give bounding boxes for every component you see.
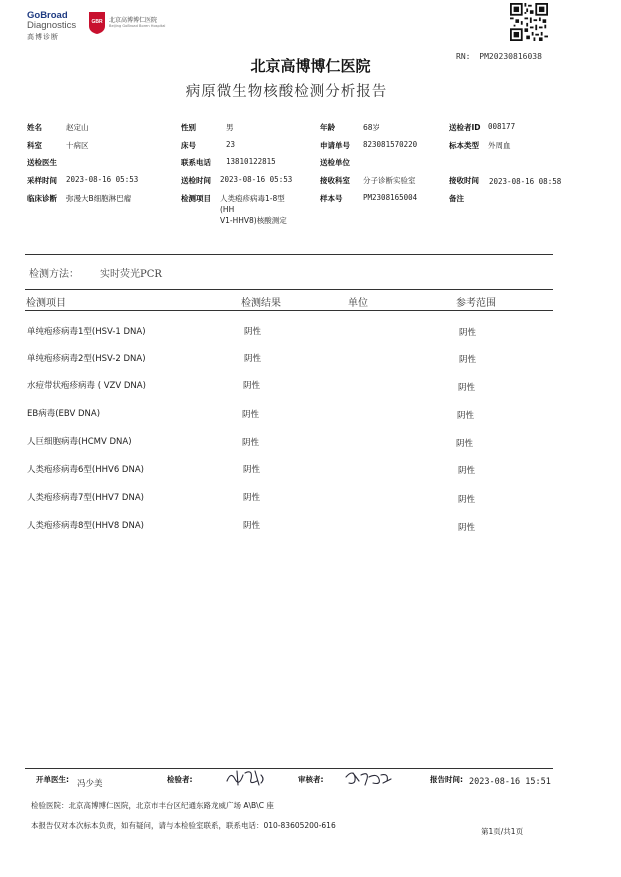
diagnosis-label: 临床诊断 bbox=[27, 194, 57, 203]
divider-method bbox=[25, 289, 553, 290]
recv-dept-label: 接收科室 bbox=[320, 176, 350, 185]
rn-value: PM20230816038 bbox=[479, 52, 542, 61]
reviewer-label: 审核者: bbox=[298, 775, 324, 784]
sample-no: PM2308165004 bbox=[363, 193, 418, 202]
svg-text:GBR: GBR bbox=[91, 19, 103, 25]
result-item: 水痘带状疱疹病毒 ( VZV DNA) bbox=[27, 381, 146, 391]
send-time: 2023-08-16 05:53 bbox=[220, 175, 293, 184]
gender-label: 性别 bbox=[181, 123, 196, 132]
name-label: 姓名 bbox=[27, 123, 42, 132]
phone-label: 联系电话 bbox=[181, 158, 211, 167]
company-name-cn: 高博诊断 bbox=[27, 33, 59, 41]
rn-label: RN: bbox=[456, 52, 471, 61]
divider-header bbox=[25, 310, 553, 311]
report-title: 病原微生物核酸检测分析报告 bbox=[185, 84, 388, 100]
sample-type-label: 标本类型 bbox=[449, 141, 479, 150]
unit-label: 送检单位 bbox=[320, 158, 350, 167]
result-item: 人类疱疹病毒6型(HHV6 DNA) bbox=[27, 465, 144, 475]
result-value: 阴性 bbox=[242, 410, 260, 420]
collect-time: 2023-08-16 05:53 bbox=[66, 175, 139, 184]
col-header-item: 检测项目 bbox=[26, 298, 66, 309]
result-value: 阴性 bbox=[243, 493, 261, 503]
qr-code bbox=[510, 3, 548, 41]
result-value: 阴性 bbox=[242, 438, 260, 448]
tester-label: 检验者: bbox=[167, 775, 193, 784]
patient-name: 赵定山 bbox=[66, 123, 89, 132]
ordering-doctor: 冯少美 bbox=[77, 779, 103, 789]
lab-info: 检验医院：北京高博博仁医院，北京市丰台区纪通东路龙威广场 A\B\C 座 bbox=[31, 801, 274, 810]
sample-type: 外周血 bbox=[488, 141, 511, 150]
hospital-logo bbox=[88, 11, 178, 35]
company-name-line2: Diagnostics bbox=[27, 20, 77, 31]
age-label: 年龄 bbox=[320, 123, 335, 132]
result-item: EB病毒(EBV DNA) bbox=[27, 409, 101, 419]
patient-bed: 23 bbox=[226, 140, 236, 149]
hospital-shield-icon bbox=[88, 11, 106, 35]
tester-signature bbox=[223, 767, 267, 789]
method-value: 实时荧光PCR bbox=[100, 269, 162, 280]
result-ref: 阴性 bbox=[458, 523, 476, 533]
result-item: 人类疱疹病毒7型(HHV7 DNA) bbox=[27, 493, 144, 503]
reviewer-signature bbox=[343, 767, 393, 789]
hospital-logo-cn: 北京高博博仁医院 bbox=[109, 17, 158, 24]
gobroad-logo bbox=[27, 11, 87, 42]
result-ref: 阴性 bbox=[459, 328, 477, 338]
send-time-label: 送检时间 bbox=[181, 176, 211, 185]
collect-time-label: 采样时间 bbox=[27, 176, 57, 185]
recv-dept: 分子诊断实验室 bbox=[363, 176, 416, 185]
page-info: 第1页/共1页 bbox=[481, 827, 524, 836]
doctor-label: 送检医生 bbox=[27, 158, 57, 167]
patient-dept: 十病区 bbox=[66, 141, 89, 150]
hospital-name: 北京高博博仁医院 bbox=[250, 57, 371, 75]
sender-id: 008177 bbox=[488, 122, 516, 131]
result-ref: 阴性 bbox=[458, 495, 476, 505]
clinical-diagnosis: 弥漫大B细胞淋巴瘤 bbox=[66, 194, 132, 203]
report-time-label: 报告时间: bbox=[430, 775, 463, 784]
test-item-line2: V1-HHV8)核酸测定 bbox=[220, 216, 287, 225]
report-time: 2023-08-16 15:51 bbox=[469, 777, 551, 787]
test-item-label: 检测项目 bbox=[181, 194, 211, 203]
recv-time-label: 接收时间 bbox=[449, 176, 479, 185]
result-item: 单纯疱疹病毒1型(HSV-1 DNA) bbox=[27, 327, 146, 337]
sample-no-label: 样本号 bbox=[320, 194, 343, 203]
result-ref: 阴性 bbox=[456, 439, 474, 449]
col-header-unit: 单位 bbox=[348, 298, 368, 309]
sender-id-label: 送检者ID bbox=[449, 123, 481, 132]
result-ref: 阴性 bbox=[458, 383, 476, 393]
patient-age: 68岁 bbox=[363, 123, 381, 132]
result-ref: 阴性 bbox=[458, 466, 476, 476]
result-ref: 阴性 bbox=[457, 411, 475, 421]
patient-gender: 男 bbox=[226, 123, 234, 132]
recv-time: 2023-08-16 08:58 bbox=[489, 177, 562, 186]
result-value: 阴性 bbox=[243, 521, 261, 531]
company-name-line1: GoBroad bbox=[27, 10, 68, 21]
note-label: 备注 bbox=[449, 194, 464, 203]
result-item: 人类疱疹病毒8型(HHV8 DNA) bbox=[27, 521, 144, 531]
result-item: 单纯疱疹病毒2型(HSV-2 DNA) bbox=[27, 354, 146, 364]
apply-no: 823081570220 bbox=[363, 140, 418, 149]
divider-top bbox=[25, 254, 553, 255]
col-header-result: 检测结果 bbox=[241, 298, 281, 309]
disclaimer: 本报告仅对本次标本负责，如有疑问，请与本检验室联系，联系电话：010-83605200-616 bbox=[31, 821, 336, 830]
result-value: 阴性 bbox=[243, 381, 261, 391]
result-item: 人巨细胞病毒(HCMV DNA) bbox=[27, 437, 132, 447]
ordering-doctor-label: 开单医生: bbox=[36, 775, 69, 784]
result-value: 阴性 bbox=[244, 354, 262, 364]
result-ref: 阴性 bbox=[459, 355, 477, 365]
result-value: 阴性 bbox=[243, 465, 261, 475]
bed-label: 床号 bbox=[181, 141, 196, 150]
test-item-line1: 人类疱疹病毒1-8型(HH bbox=[220, 194, 285, 214]
hospital-logo-en: Beijing GoBroad Boren Hospital bbox=[109, 24, 166, 28]
dept-label: 科室 bbox=[27, 141, 42, 150]
col-header-ref: 参考范围 bbox=[456, 298, 496, 309]
test-item bbox=[220, 193, 295, 226]
divider-signature bbox=[25, 768, 553, 769]
contact-phone: 13810122815 bbox=[226, 157, 276, 166]
result-value: 阴性 bbox=[244, 327, 262, 337]
method-label: 检测方法： bbox=[29, 269, 79, 280]
apply-no-label: 申请单号 bbox=[320, 141, 350, 150]
